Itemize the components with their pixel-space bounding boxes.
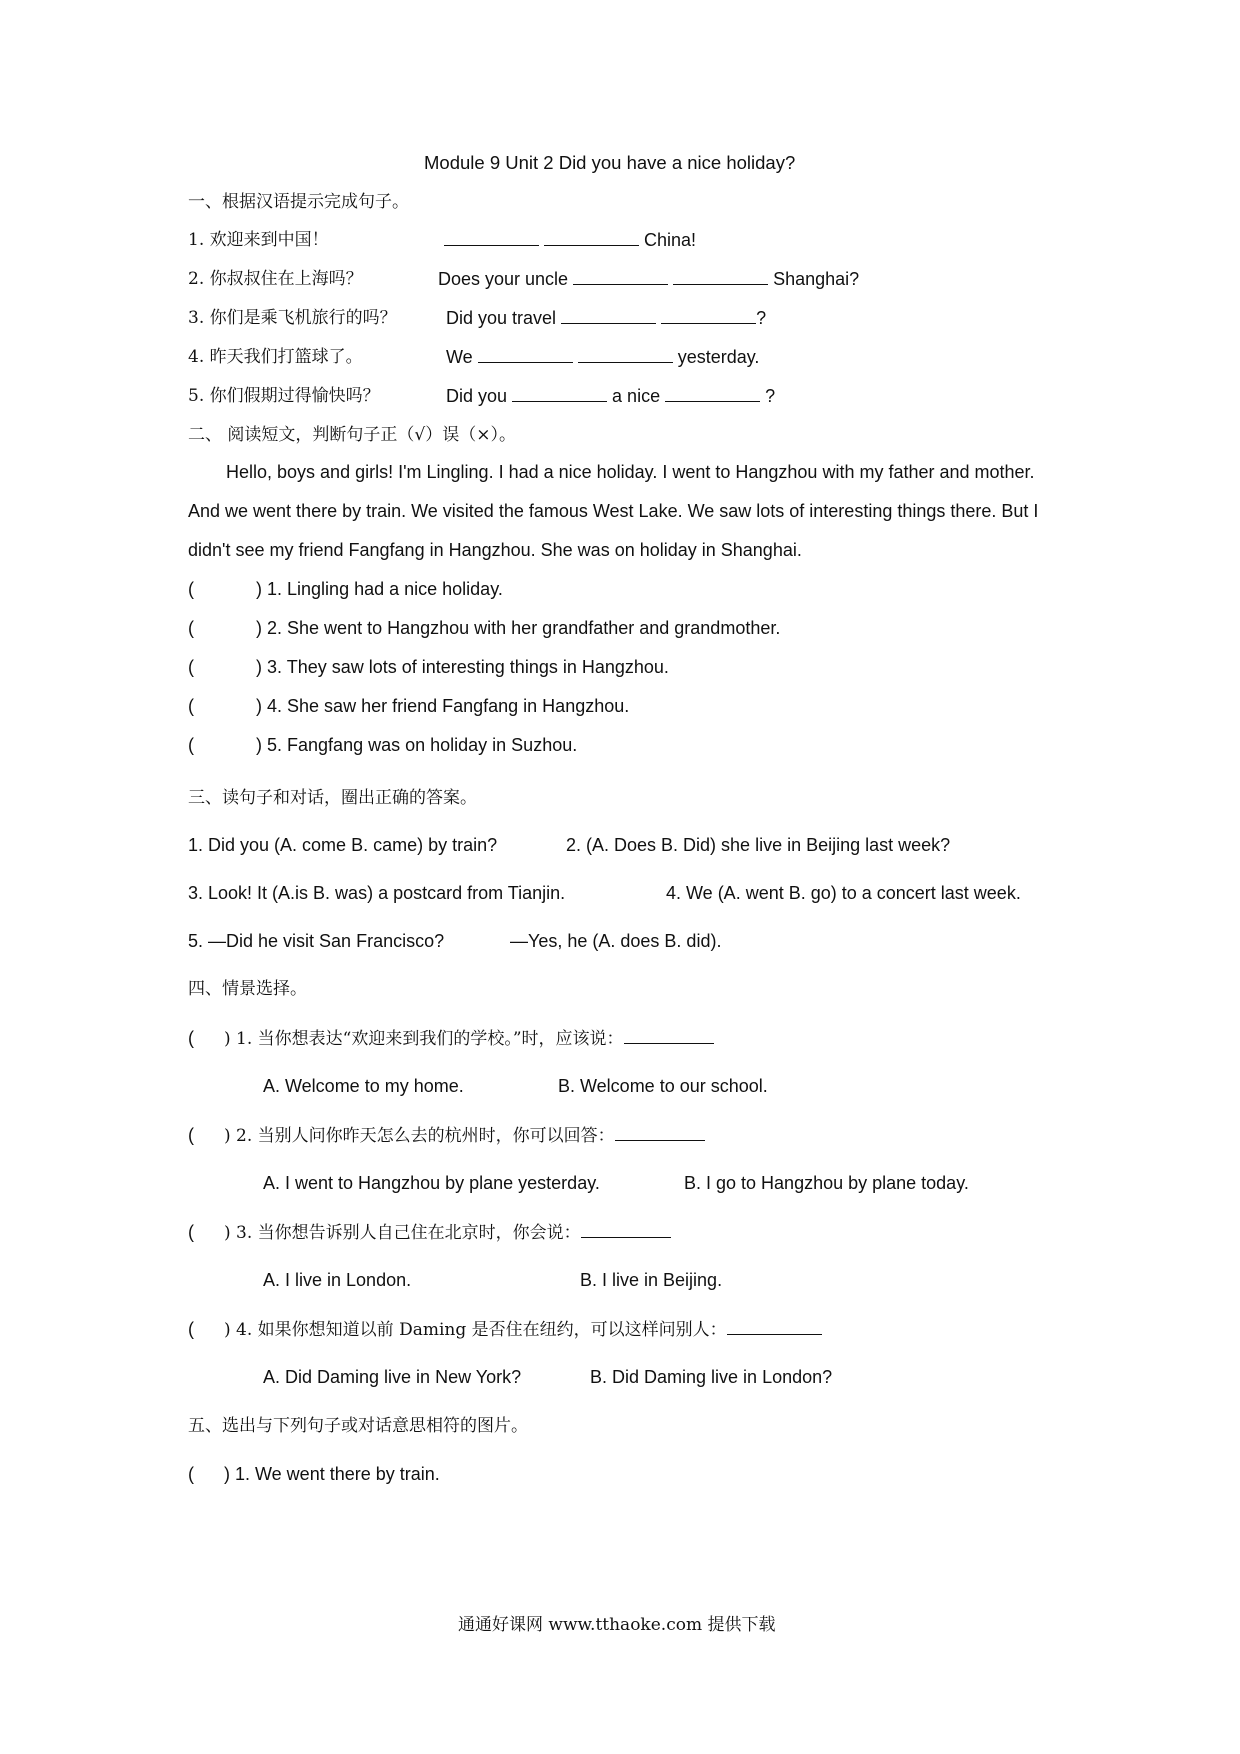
answer-blank[interactable] — [478, 344, 573, 363]
answer-blank[interactable] — [544, 227, 639, 246]
answer-paren-open[interactable]: ( — [188, 579, 194, 599]
judge-item-4: ( ) 4. She saw her friend Fangfang in Hangzhou. — [188, 696, 630, 716]
s1-item-2-chinese: 2. 你叔叔住在上海吗？ — [188, 269, 363, 289]
judge-item-2: ( ) 2. She went to Hangzhou with her grandfather and grandmother. — [188, 618, 781, 638]
circle-item-2: 2. (A. Does B. Did) she live in Beijing last week? — [566, 835, 951, 855]
footer-credit: 通通好课网 www.tthaoke.com 提供下载 — [458, 1615, 776, 1635]
answer-blank[interactable] — [673, 266, 768, 285]
section-1-heading: 一、根据汉语提示完成句子。 — [188, 192, 409, 212]
answer-paren-open[interactable]: ( — [188, 735, 194, 755]
choice-item-4: ( ) 4. 如果你想知道以前 Daming 是否住在纽约，可以这样问别人： — [188, 1316, 822, 1342]
s1-item-2-english: Does your uncle Shanghai? — [438, 266, 859, 291]
circle-item-5-question: 5. —Did he visit San Francisco? — [188, 931, 445, 951]
answer-blank[interactable] — [578, 344, 673, 363]
judge-item-1: ( ) 1. Lingling had a nice holiday. — [188, 579, 503, 599]
s1-item-4-chinese: 4. 昨天我们打篮球了。 — [188, 347, 363, 367]
answer-blank[interactable] — [624, 1025, 714, 1044]
picture-match-item-1: ( ) 1. We went there by train. — [188, 1464, 440, 1484]
answer-blank[interactable] — [661, 305, 756, 324]
judge-item-3: ( ) 3. They saw lots of interesting things in Hangzhou. — [188, 657, 669, 677]
choice-4-option-a: A. Did Daming live in New York? — [263, 1367, 522, 1387]
choice-1-option-b: B. Welcome to our school. — [558, 1076, 768, 1096]
answer-paren-open[interactable]: ( — [188, 657, 194, 677]
answer-paren-open[interactable]: ( — [188, 1464, 194, 1484]
circle-item-5-answer: —Yes, he (A. does B. did). — [510, 931, 722, 951]
s1-item-1-chinese: 1. 欢迎来到中国！ — [188, 230, 329, 250]
page-title: Module 9 Unit 2 Did you have a nice holiday? — [424, 152, 796, 173]
s1-item-5-chinese: 5. 你们假期过得愉快吗？ — [188, 386, 380, 406]
answer-blank[interactable] — [581, 1219, 671, 1238]
answer-paren-open[interactable]: ( — [188, 696, 194, 716]
choice-4-option-b: B. Did Daming live in London? — [590, 1367, 833, 1387]
choice-2-option-b: B. I go to Hangzhou by plane today. — [684, 1173, 969, 1193]
choice-3-option-b: B. I live in Beijing. — [580, 1270, 723, 1290]
reading-passage: Hello, boys and girls! I'm Lingling. I had a nice holiday. I went to Hangzhou with my father and mother. And we went there by train. We visited the famous West Lake. We saw lots of interesting things there. But I didn't see my friend Fangfang in Hangzhou. She was on holiday in Shanghai. — [188, 462, 1039, 560]
answer-blank[interactable] — [512, 383, 607, 402]
answer-blank[interactable] — [727, 1316, 822, 1335]
choice-item-3: ( ) 3. 当你想告诉别人自己住在北京时，你会说： — [188, 1219, 671, 1245]
s1-item-5-english: Did you a nice ? — [446, 383, 775, 408]
answer-blank[interactable] — [561, 305, 656, 324]
s1-item-1-english: China! — [444, 227, 696, 252]
s1-item-3-english: Did you travel ? — [446, 305, 766, 330]
answer-blank[interactable] — [444, 227, 539, 246]
answer-paren-open[interactable]: ( — [188, 1222, 194, 1242]
section-4-heading: 四、情景选择。 — [188, 979, 307, 999]
section-3-heading: 三、读句子和对话，圈出正确的答案。 — [188, 788, 477, 808]
s1-item-4-english: We yesterday. — [446, 344, 759, 369]
judge-item-5: ( ) 5. Fangfang was on holiday in Suzhou. — [188, 735, 578, 755]
circle-item-4: 4. We (A. went B. go) to a concert last week. — [666, 883, 1021, 903]
choice-item-2: ( ) 2. 当别人问你昨天怎么去的杭州时，你可以回答： — [188, 1122, 705, 1148]
answer-paren-open[interactable]: ( — [188, 1319, 194, 1339]
choice-item-1: ( ) 1. 当你想表达“欢迎来到我们的学校。”时，应该说： — [188, 1025, 714, 1051]
answer-paren-open[interactable]: ( — [188, 618, 194, 638]
answer-paren-open[interactable]: ( — [188, 1125, 194, 1145]
answer-blank[interactable] — [615, 1122, 705, 1141]
s1-item-3-chinese: 3. 你们是乘飞机旅行的吗？ — [188, 308, 397, 328]
circle-item-1: 1. Did you (A. come B. came) by train? — [188, 835, 498, 855]
section-2-heading: 二、 阅读短文，判断句子正（√）误（×）。 — [188, 425, 516, 445]
choice-2-option-a: A. I went to Hangzhou by plane yesterday. — [263, 1173, 600, 1193]
choice-1-option-a: A. Welcome to my home. — [263, 1076, 464, 1096]
choice-3-option-a: A. I live in London. — [263, 1270, 412, 1290]
answer-paren-open[interactable]: ( — [188, 1028, 194, 1048]
circle-item-3: 3. Look! It (A.is B. was) a postcard from Tianjin. — [188, 883, 566, 903]
section-5-heading: 五、选出与下列句子或对话意思相符的图片。 — [188, 1416, 528, 1436]
answer-blank[interactable] — [573, 266, 668, 285]
answer-blank[interactable] — [665, 383, 760, 402]
